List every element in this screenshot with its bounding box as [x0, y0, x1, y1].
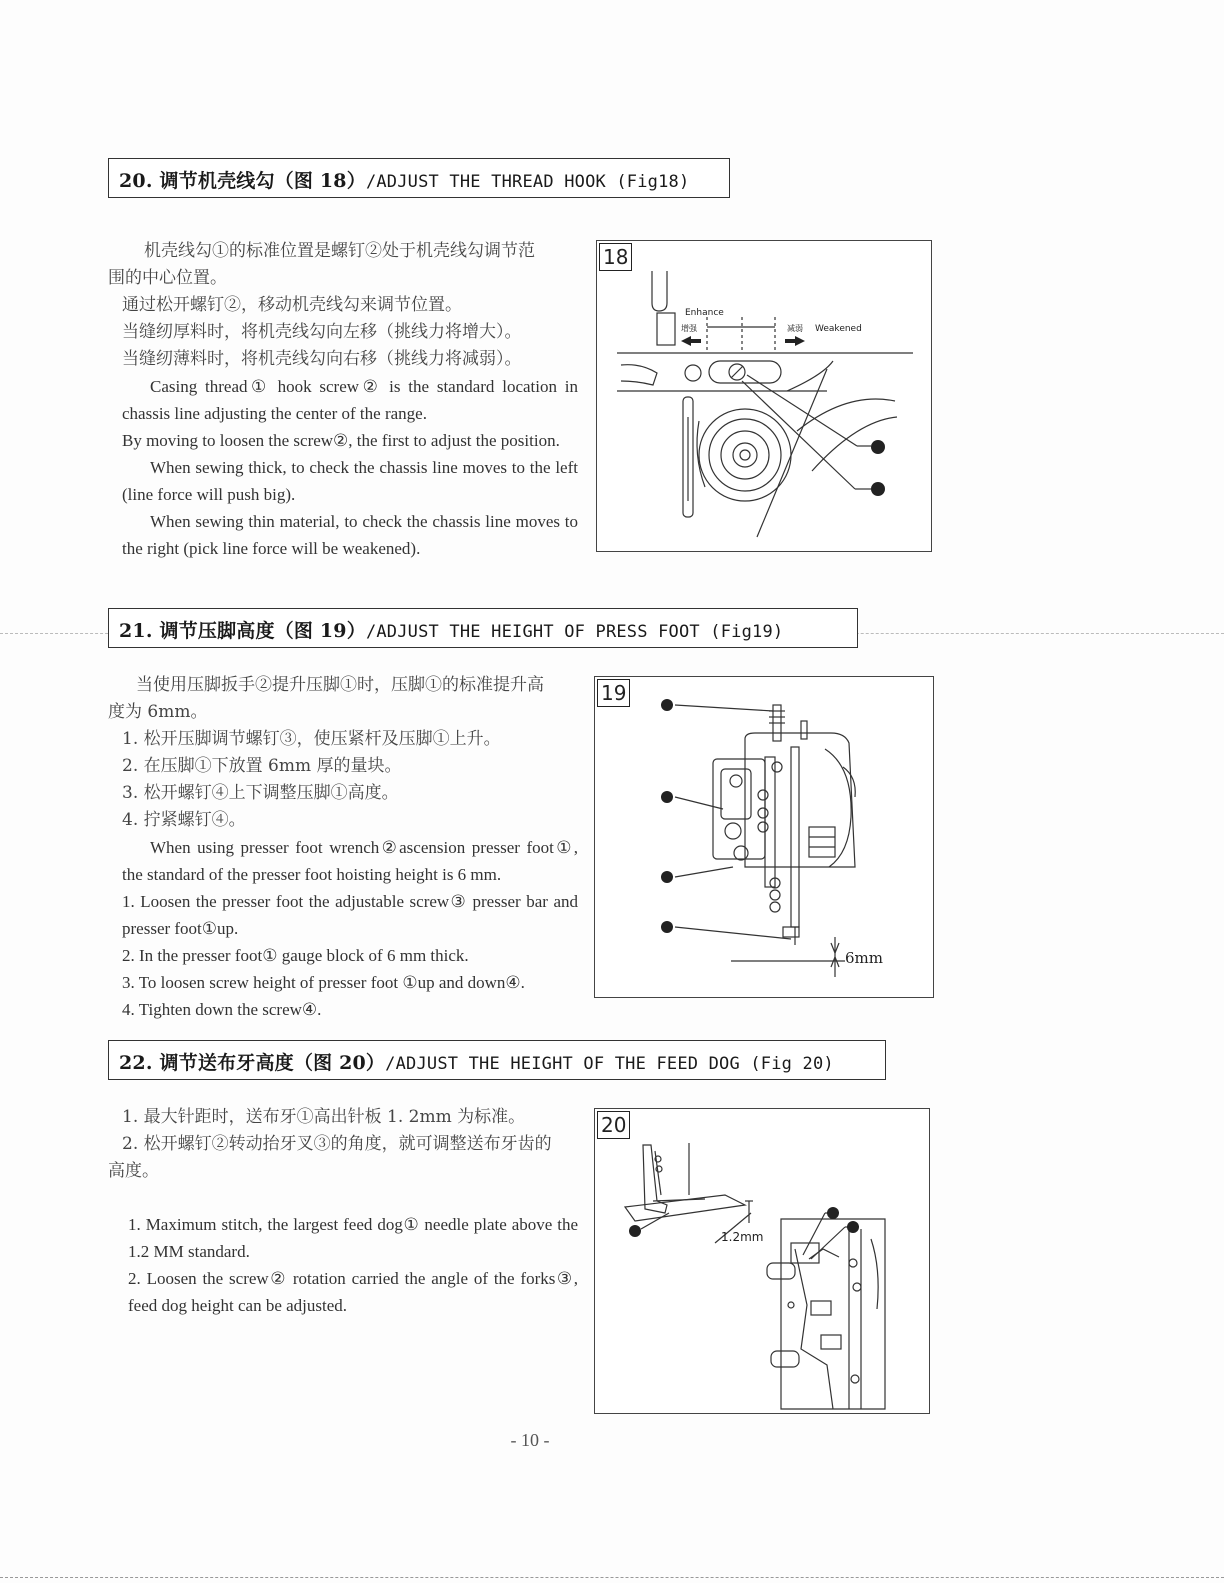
s21-zh-line-4: 2. 在压脚①下放置 6mm 厚的量块。 [122, 756, 402, 776]
s22-zh-line-2: 2. 松开螺钉②转动抬牙叉③的角度，就可调整送布牙齿的 [122, 1134, 552, 1154]
figure-18 [596, 240, 932, 552]
s20-en-para-2: By moving to loosen the screw②, the first to adjust the position. [122, 431, 560, 450]
section-21-heading-zh: 21. 调节压脚高度（图 19） [119, 620, 366, 642]
figure-20 [594, 1108, 930, 1414]
s20-zh-line-5: 当缝纫薄料时，将机壳线勾向右移（挑线力将减弱）。 [122, 349, 522, 369]
fig19-dimension-label: 6mm [845, 949, 883, 967]
fig18-weaken-zh-label: 减弱 [787, 324, 803, 333]
s21-zh-line-5: 3. 松开螺钉④上下调整压脚①高度。 [122, 783, 399, 803]
s21-en-para-4: 3. To loosen screw height of presser foot ①up and down④. [122, 973, 525, 992]
fig18-enhance-label: Enhance [685, 308, 724, 318]
scan-bottom-edge [0, 1577, 1224, 1578]
s21-en-para-3: 2. In the presser foot① gauge block of 6 mm thick. [122, 946, 469, 965]
figure-20-drawing [595, 1109, 931, 1415]
section-22-heading [108, 1040, 886, 1080]
section-20-heading-en: /ADJUST THE THREAD HOOK (Fig18) [365, 172, 690, 192]
s21-zh-line-3: 1. 松开压脚调节螺钉③，使压紧杆及压脚①上升。 [122, 729, 501, 749]
s22-en-para-1: 1. Maximum stitch, the largest feed dog① needle plate above the 1.2 MM standard. [128, 1215, 578, 1261]
s20-en-para-3: When sewing thick, to check the chassis line moves to the left (line force will push big). [122, 458, 578, 504]
figure-19-number: 19 [597, 679, 630, 707]
section-22-heading-en: /ADJUST THE HEIGHT OF THE FEED DOG (Fig 20) [385, 1054, 834, 1074]
fig18-enhance-zh-label: 增强 [681, 324, 697, 333]
s20-zh-line-4: 当缝纫厚料时，将机壳线勾向左移（挑线力将增大）。 [122, 322, 522, 342]
page-number: - 10 - [510, 1430, 550, 1450]
s20-zh-line-1: 机壳线勾①的标准位置是螺钉②处于机壳线勾调节范 [144, 241, 535, 261]
figure-19 [594, 676, 934, 998]
s22-zh-line-1: 1. 最大针距时，送布牙①高出针板 1. 2mm 为标准。 [122, 1107, 526, 1127]
s22-en-para-2: 2. Loosen the screw② rotation carried the angle of the forks③, feed dog height can be adjusted. [128, 1269, 578, 1315]
figure-18-number: 18 [599, 243, 632, 271]
section-21-heading-en: /ADJUST THE HEIGHT OF PRESS FOOT (Fig19) [365, 622, 784, 642]
figure-19-drawing [595, 677, 935, 999]
s21-zh-line-1: 当使用压脚扳手②提升压脚①时，压脚①的标准提升高 [136, 675, 544, 695]
fig18-weaken-label: Weakened [815, 324, 862, 334]
s21-zh-line-6: 4. 拧紧螺钉④。 [122, 810, 246, 830]
section-22-heading-zh: 22. 调节送布牙高度（图 20） [119, 1052, 386, 1074]
section-20-body [108, 238, 578, 562]
figure-18-drawing [597, 241, 933, 553]
s21-en-para-2: 1. Loosen the presser foot the adjustable screw③ presser bar and presser foot①up. [122, 892, 578, 938]
s20-en-para-1: Casing thread① hook screw② is the standard location in chassis line adjusting the center of the range. [122, 377, 578, 423]
figure-20-number: 20 [597, 1111, 630, 1139]
section-22-body [108, 1104, 578, 1319]
s21-en-para-1: When using presser foot wrench②ascension presser foot①, the standard of the presser foot hoisting height is 6 mm. [122, 838, 578, 884]
s21-zh-line-2: 度为 6mm。 [108, 702, 208, 722]
section-21-heading [108, 608, 858, 648]
s20-en-para-4: When sewing thin material, to check the chassis line moves to the right (pick line force will be weakened). [122, 512, 578, 558]
s22-zh-line-3: 高度。 [108, 1161, 159, 1181]
s21-en-para-5: 4. Tighten down the screw④. [122, 1000, 322, 1019]
fig20-dimension-label: 1.2mm [721, 1230, 764, 1244]
section-20-heading-zh: 20. 调节机壳线勾（图 18） [119, 170, 366, 192]
section-21-body [108, 672, 578, 1023]
s20-zh-line-3: 通过松开螺钉②，移动机壳线勾来调节位置。 [122, 295, 462, 315]
s20-zh-line-2: 围的中心位置。 [108, 268, 227, 288]
section-20-heading [108, 158, 730, 198]
